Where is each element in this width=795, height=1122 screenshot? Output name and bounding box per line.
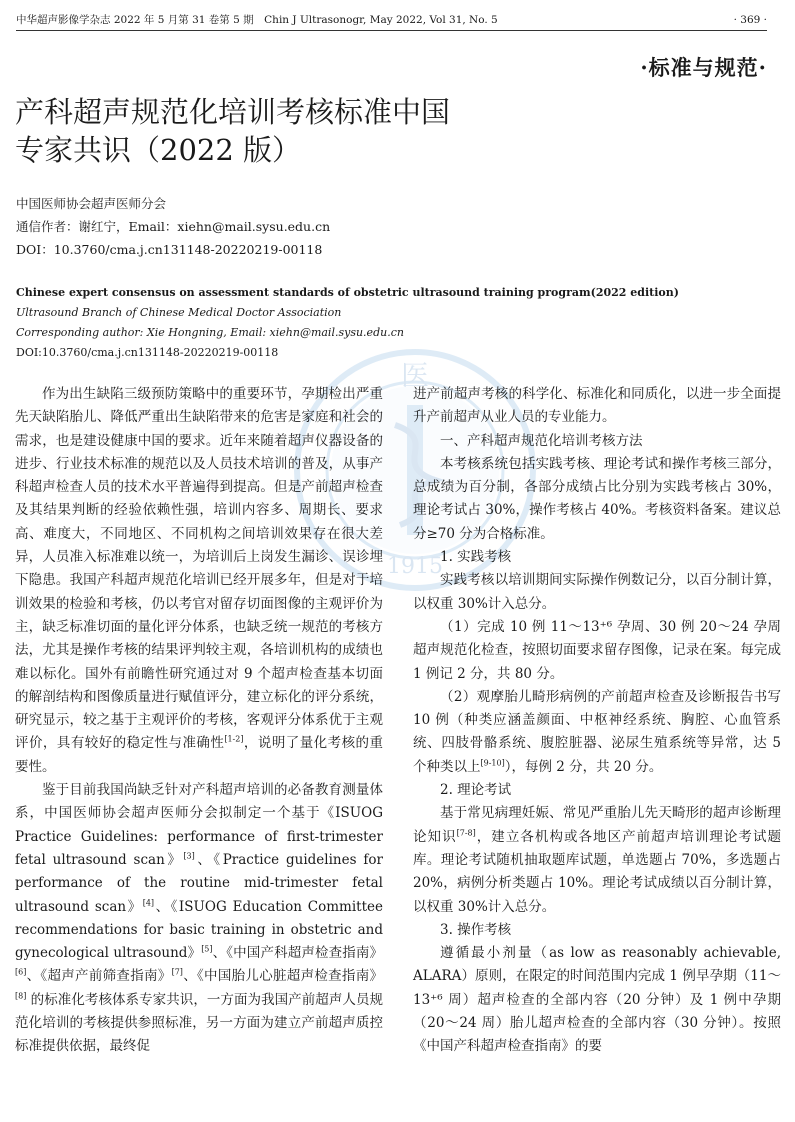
cn-author: 中国医师协会超声医师分会 [16, 196, 167, 211]
title-line-1: 产科超声规范化培训考核标准中国 [15, 95, 451, 129]
subsection-heading-practice: 1. 实践考核 [440, 549, 512, 566]
column-tag: ·标准与规范· [640, 55, 767, 80]
seal-top-char: 医 [400, 359, 430, 392]
cn-metadata [16, 192, 736, 261]
citation: [9-10] [480, 758, 505, 768]
en-author: Ultrasound Branch of Chinese Medical Doctor Association [16, 306, 342, 319]
paragraph-operation: 遵循最小剂量（as low as reasonably achievable, ALARA）原则，在限定的时间范围内完成 1 例早孕期（11～13⁺⁶ 周）超声检查的全部内容（20 分钟）及 1 例中孕期（20～24 周）胎儿超声检查的全部内容（30 分钟）。按照《中国产科超声检查指南》的要 [413, 945, 781, 1055]
paragraph-practice-item-1: （1）完成 10 例 11～13⁺⁶ 孕周、30 例 20～24 孕周超声规范化检查，按照切面要求留存图像，记录在案。每完成 1 例记 2 分，共 80 分。 [413, 618, 781, 682]
citation: [3] [183, 851, 195, 861]
running-head [16, 10, 767, 31]
body-column-left [15, 383, 383, 1059]
subsection-heading-theory: 2. 理论考试 [440, 782, 512, 799]
paragraph-theory: 基于常见病理妊娠、常见严重胎儿先天畸形的超声诊断理论知识[7-8]，建立各机构或各地区产前超声培训理论考试题库。理论考试随机抽取题库试题，单选题占 70%，多选题占 20%，病例分析类题占 10%。理论考试成绩以百分制计算，以权重 30%计入总分。 [413, 805, 781, 915]
citation: [5] [201, 944, 213, 954]
body-column-right [413, 383, 781, 1059]
cn-doi: DOI：10.3760/cma.j.cn131148-20220219-00118 [16, 242, 323, 257]
citation: [6] [15, 967, 27, 977]
cn-corresponding-author: 通信作者：谢红宁，Email：xiehn@mail.sysu.edu.cn [16, 219, 331, 234]
citation: [1-2] [224, 734, 244, 744]
seal-year: 1915 [387, 554, 443, 579]
en-corresponding-author: Corresponding author: Xie Hongning, Email: xiehn@mail.sysu.edu.cn [16, 326, 404, 339]
paragraph-assessment-overview: 本考核系统包括实践考核、理论考试和操作考核三部分，总成绩为百分制，各部分成绩占比分别为实践考核占 30%，理论考试占 30%，操作考核占 40%。考核资料备案。建议总分≥70 分为合格标准。 [413, 455, 781, 542]
paragraph-practice: 实践考核以培训期间实际操作例数记分，以百分制计算，以权重 30%计入总分。 [413, 572, 781, 612]
paragraph-guidelines: 鉴于目前我国尚缺乏针对产科超声培训的必备教育测量体系，中国医师协会超声医师分会拟制定一个基于《ISUOG Practice Guidelines: performance of first-trimester fetal ultrasound scan》[3]、《Practice guidelines for performance of the routine mid-trimester fetal ultrasound scan》[4]、《ISUOG Education Committee recommendations for basic training in obstetric and gynecological ultrasound》[5]、《中国产科超声检查指南》[6]、《超声产前筛查指南》[7]、《中国胎儿心脏超声检查指南》[8] 的标准化考核体系专家共识，一方面为我国产前超声人员规范化培训的考核提供参照标准，另一方面为建立产前超声质控标准提供依据，最终促 [15, 782, 384, 1055]
paragraph-continuation: 进产前超声考核的科学化、标准化和同质化，以进一步全面提升产前超声从业人员的专业能力。 [413, 386, 781, 426]
title-line-2: 专家共识（2022 版） [15, 133, 302, 167]
en-metadata [16, 283, 756, 363]
article-title [15, 93, 635, 169]
section-heading-1: 一、产科超声规范化培训考核方法 [440, 432, 643, 449]
citation: [8] [15, 991, 27, 1001]
journal-citation: 中华超声影像学杂志 2022 年 5 月第 31 卷第 5 期 Chin J Ultrasonogr, May 2022, Vol 31, No. 5 [16, 14, 498, 26]
citation: [7-8] [456, 828, 476, 838]
paragraph-practice-item-2: （2）观摩胎儿畸形病例的产前超声检查及诊断报告书写 10 例（种类应涵盖颜面、中枢神经系统、胸腔、心血管系统、四肢骨骼系统、腹腔脏器、泌尿生殖系统等异常，达 5 个种类以上[9-10]），每例 2 分，共 20 分。 [413, 688, 781, 775]
en-doi: DOI:10.3760/cma.j.cn131148-20220219-00118 [16, 346, 279, 359]
citation: [4] [142, 898, 155, 908]
subsection-heading-operation: 3. 操作考核 [440, 921, 512, 938]
en-title: Chinese expert consensus on assessment standards of obstetric ultrasound training program(2022 edition) [16, 286, 679, 299]
paragraph-intro: 作为出生缺陷三级预防策略中的重要环节，孕期检出严重先天缺陷胎儿、降低严重出生缺陷带来的危害是家庭和社会的需求，也是建设健康中国的要求。近年来随着超声仪器设备的进步、行业技术标准的规范以及人员技术培训的普及，从事产科超声检查人员的技术水平普遍得到提高。但是产前超声检查及其结果判断的经验依赖性强，培训内容多、周期长、要求高、难度大，不同地区、不同机构之间培训效果存在很大差异，人员准入标准难以统一，为培训后上岗发生漏诊、误诊埋下隐患。我国产科超声规范化培训已经开展多年，但是对于培训效果的检验和考核，仍以考官对留存切面图像的主观评价为主，缺乏标准切面的量化评分体系，也缺乏统一规范的考核方法，尤其是操作考核的结果评判较主观，各培训机构的成绩也难以标化。国外有前瞻性研究通过对 9 个超声检查基本切面的解剖结构和图像质量进行赋值评分，建立标化的评分系统，研究显示，较之基于主观评价的考核，客观评分体系优于主观评价，具有较好的稳定性与准确性[1-2]，说明了量化考核的重要性。 [15, 386, 384, 775]
page-number: · 369 · [733, 14, 767, 26]
citation: [7] [171, 967, 183, 977]
